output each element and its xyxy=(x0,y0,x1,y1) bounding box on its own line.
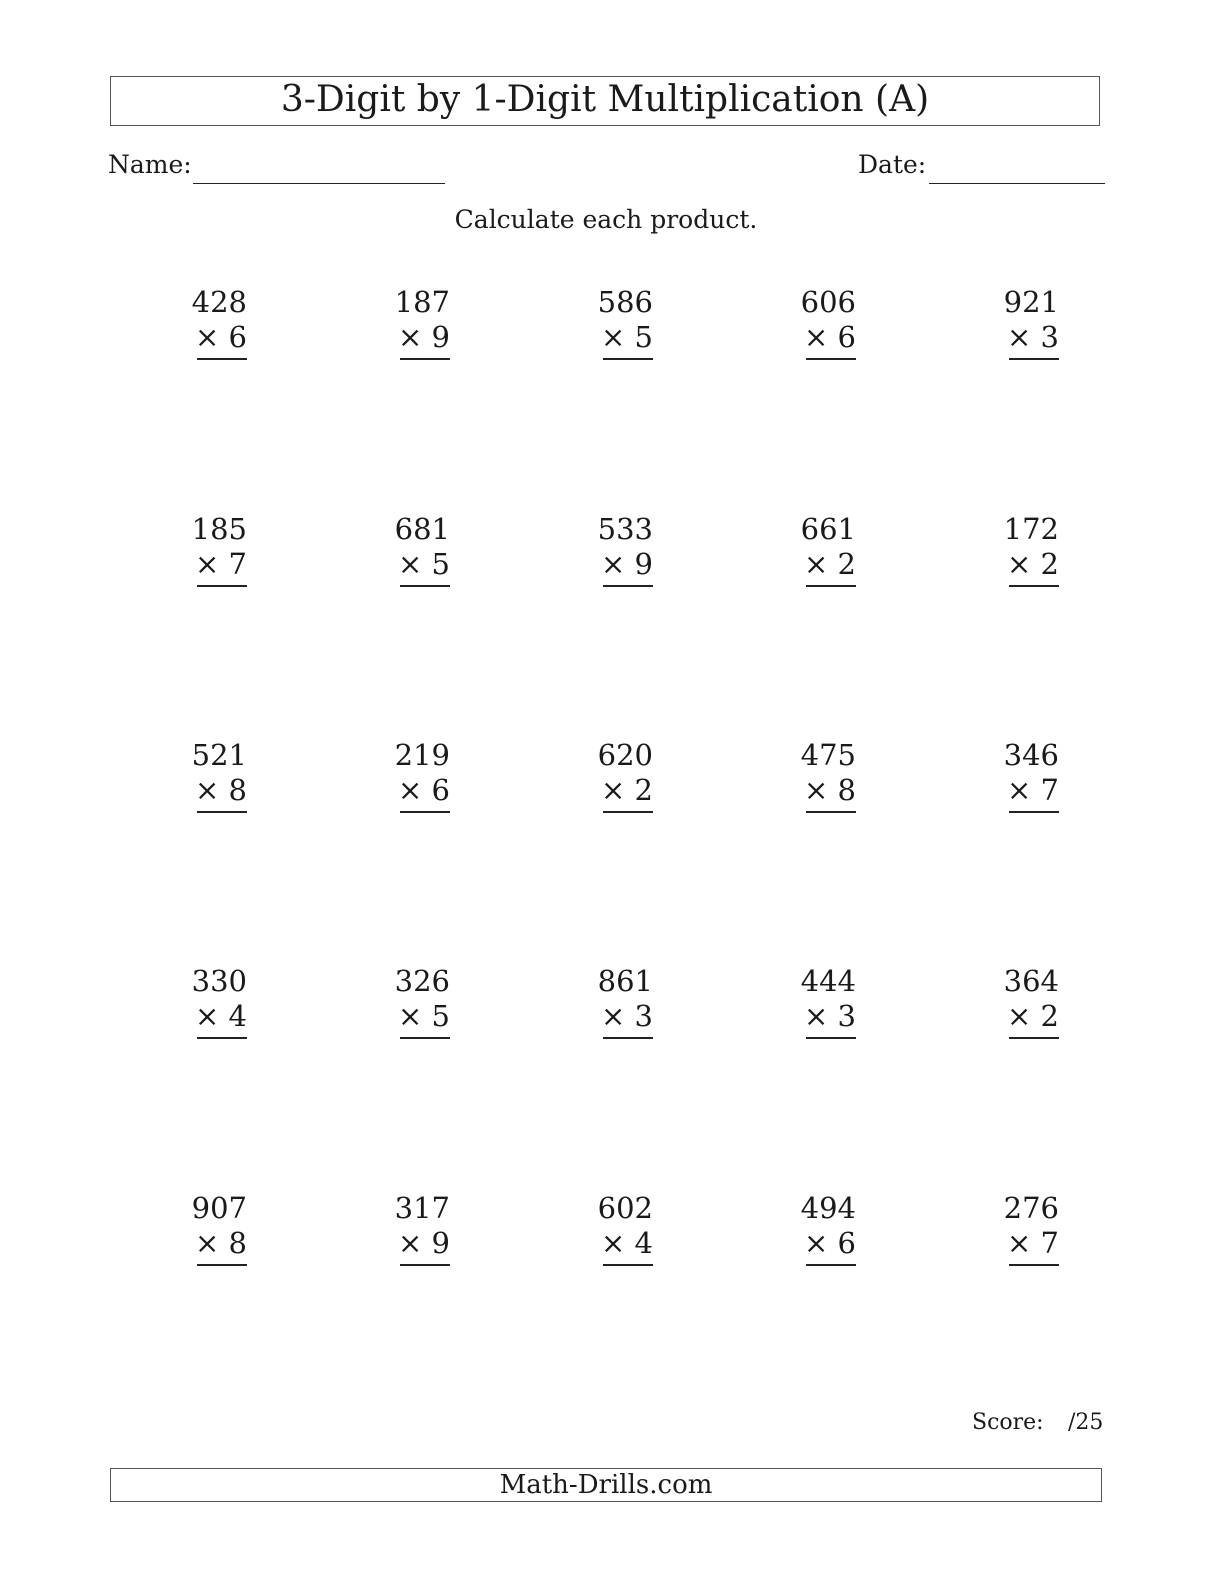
multiplicand: 620 xyxy=(597,738,653,772)
multiplier: × 7 xyxy=(1007,773,1059,807)
answer-rule xyxy=(1009,811,1059,813)
multiplier: × 6 xyxy=(804,1226,856,1260)
problem xyxy=(157,511,247,591)
multiplier: × 8 xyxy=(804,773,856,807)
problem xyxy=(563,511,653,591)
multiplicand: 521 xyxy=(191,738,247,772)
problem xyxy=(969,737,1059,817)
multiplier: × 6 xyxy=(804,320,856,354)
date-label: Date: xyxy=(858,150,927,179)
answer-rule xyxy=(603,1037,653,1039)
problem xyxy=(969,511,1059,591)
multiplicand: 172 xyxy=(1003,512,1059,546)
multiplicand: 346 xyxy=(1003,738,1059,772)
multiplicand: 326 xyxy=(394,964,450,998)
multiplicand: 602 xyxy=(597,1191,653,1225)
multiplicand: 661 xyxy=(800,512,856,546)
multiplicand: 494 xyxy=(800,1191,856,1225)
answer-rule xyxy=(197,358,247,360)
score-total: /25 xyxy=(1068,1410,1104,1435)
score-label: Score: xyxy=(972,1410,1044,1435)
multiplier: × 8 xyxy=(195,1226,247,1260)
multiplier: × 5 xyxy=(398,999,450,1033)
multiplicand: 921 xyxy=(1003,285,1059,319)
multiplier: × 9 xyxy=(398,1226,450,1260)
multiplier: × 9 xyxy=(601,547,653,581)
answer-rule xyxy=(603,358,653,360)
answer-rule xyxy=(603,1264,653,1266)
multiplier: × 3 xyxy=(1007,320,1059,354)
multiplicand: 907 xyxy=(191,1191,247,1225)
multiplicand: 185 xyxy=(191,512,247,546)
multiplier: × 6 xyxy=(195,320,247,354)
multiplicand: 317 xyxy=(394,1191,450,1225)
name-label: Name: xyxy=(108,150,192,179)
answer-rule xyxy=(1009,1037,1059,1039)
answer-rule xyxy=(603,585,653,587)
multiplicand: 681 xyxy=(394,512,450,546)
answer-rule xyxy=(400,358,450,360)
answer-rule xyxy=(197,1037,247,1039)
problem xyxy=(563,1190,653,1270)
multiplier: × 7 xyxy=(1007,1226,1059,1260)
multiplier: × 4 xyxy=(601,1226,653,1260)
multiplicand: 606 xyxy=(800,285,856,319)
multiplier: × 6 xyxy=(398,773,450,807)
answer-rule xyxy=(197,585,247,587)
answer-rule xyxy=(400,585,450,587)
problem xyxy=(766,963,856,1043)
answer-rule xyxy=(197,811,247,813)
problem xyxy=(766,737,856,817)
problem xyxy=(766,511,856,591)
multiplier: × 5 xyxy=(601,320,653,354)
multiplier: × 3 xyxy=(601,999,653,1033)
multiplier: × 2 xyxy=(1007,999,1059,1033)
problem xyxy=(157,1190,247,1270)
multiplicand: 861 xyxy=(597,964,653,998)
footer-site: Math-Drills.com xyxy=(110,1468,1102,1502)
answer-rule xyxy=(1009,358,1059,360)
instructions: Calculate each product. xyxy=(454,205,758,234)
multiplicand: 187 xyxy=(394,285,450,319)
answer-rule xyxy=(603,811,653,813)
problem xyxy=(766,1190,856,1270)
problem xyxy=(563,963,653,1043)
worksheet-title: 3-Digit by 1-Digit Multiplication (A) xyxy=(110,76,1100,126)
multiplier: × 2 xyxy=(601,773,653,807)
problem xyxy=(157,284,247,364)
answer-rule xyxy=(806,811,856,813)
multiplicand: 364 xyxy=(1003,964,1059,998)
multiplier: × 8 xyxy=(195,773,247,807)
multiplier: × 3 xyxy=(804,999,856,1033)
problem xyxy=(360,737,450,817)
multiplier: × 9 xyxy=(398,320,450,354)
problem xyxy=(360,511,450,591)
answer-rule xyxy=(197,1264,247,1266)
answer-rule xyxy=(400,811,450,813)
multiplicand: 444 xyxy=(800,964,856,998)
answer-rule xyxy=(1009,1264,1059,1266)
multiplicand: 586 xyxy=(597,285,653,319)
multiplicand: 276 xyxy=(1003,1191,1059,1225)
multiplier: × 2 xyxy=(804,547,856,581)
problem xyxy=(157,737,247,817)
problem xyxy=(360,1190,450,1270)
multiplicand: 219 xyxy=(394,738,450,772)
problem xyxy=(969,284,1059,364)
problem xyxy=(969,1190,1059,1270)
multiplier: × 7 xyxy=(195,547,247,581)
multiplicand: 330 xyxy=(191,964,247,998)
answer-rule xyxy=(806,1037,856,1039)
answer-rule xyxy=(1009,585,1059,587)
multiplier: × 5 xyxy=(398,547,450,581)
multiplicand: 533 xyxy=(597,512,653,546)
multiplicand: 428 xyxy=(191,285,247,319)
answer-rule xyxy=(400,1037,450,1039)
multiplicand: 475 xyxy=(800,738,856,772)
problem xyxy=(360,963,450,1043)
answer-rule xyxy=(400,1264,450,1266)
answer-rule xyxy=(806,358,856,360)
problem xyxy=(563,737,653,817)
problem xyxy=(969,963,1059,1043)
answer-rule xyxy=(806,585,856,587)
problem xyxy=(766,284,856,364)
problem xyxy=(157,963,247,1043)
answer-rule xyxy=(806,1264,856,1266)
multiplier: × 2 xyxy=(1007,547,1059,581)
problem xyxy=(360,284,450,364)
problem xyxy=(563,284,653,364)
multiplier: × 4 xyxy=(195,999,247,1033)
